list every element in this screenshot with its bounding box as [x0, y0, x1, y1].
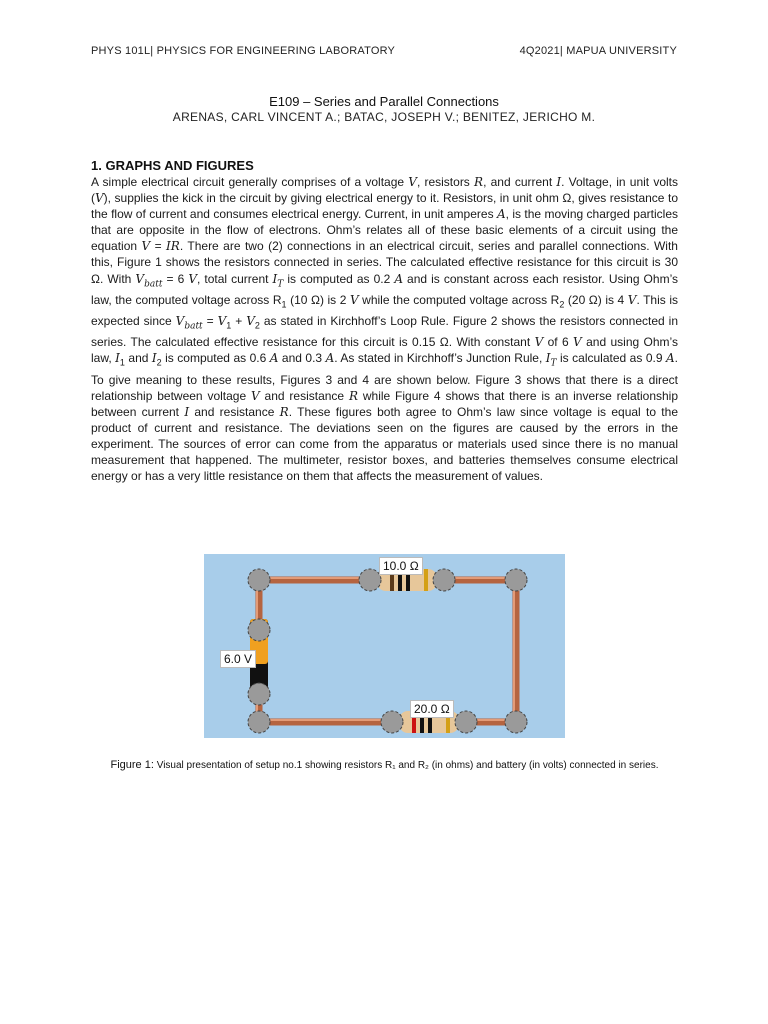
document-title: E109 – Series and Parallel Connections — [269, 94, 499, 109]
header-term: 4Q2021| MAPUA UNIVERSITY — [519, 45, 677, 57]
circuit-figure — [204, 554, 565, 738]
body-paragraph: A simple electrical circuit generally comprises of a voltage V, resistors R, and current I. Voltage, in unit volts (V), supplies the kick in the circuit by giving electrical energy to it. Resistors, in unit ohm Ω, gives resistance to the flow of current and consumes electrical energy. Current, in unit amperes A, is the moving charged particles that are opposite in the flow of electrons. Ohm’s relates all of these basic elements of a circuit using the equation V = IR. There are two (2) connections in an electrical circuit, series and parallel connections. With this, Figure 1 shows the resistors connected in series. The calculated effective resistance for this circuit is 30 Ω. With $V_{batt} = 6$ V, total current $I_T$ is computed as 0.2 A and is constant across each resistor. Using Ohm’s law, the computed voltage across $R_1$ (10 Ω) is 2 V while the computed voltage across $R_2$ (20 Ω) is 4 V. This is expected since $V_{batt} = V_1 + V_2$ as stated in Kirchhoff’s Loop Rule. Figure 2 shows the resistors connected in series. The calculated effective resistance for this circuit is 0.15 Ω. With constant V of 6 V and using Ohm’s law, $I_1$ and $I_2$ is computed as 0.6 A and 0.3 A. As stated in Kirchhoff’s Junction Rule, $I_T$ is calculated as 0.9 A. To give meaning to these results, Figures 3 and 4 are shown below. Figure 3 shows that there is a direct relationship between voltage V and resistance R while Figure 4 shows that there is an inverse relationship between current I and resistance R. These figures both agree to Ohm’s law since voltage is equal to the product of current and resistance. The deviations seen on the figures are caused by the errors in the experiment. The sources of error can come from the apparatus or materials used since there is no manual measurement that happened. The multimeter, resistor boxes, and batteries themselves consume electrical energy or has a very little resistance on them that affects the measurement of values. — [91, 175, 679, 484]
r2-label: 20.0 Ω — [410, 700, 454, 718]
figure-caption — [91, 758, 678, 773]
wire-group — [259, 580, 516, 722]
caption-lead: Figure 1: — [110, 759, 154, 771]
caption-text: Visual presentation of setup no.1 showing resistors R₁ and R₂ (in ohms) and battery (in volts) connected in series. — [156, 760, 659, 771]
header-course: PHYS 101L| PHYSICS FOR ENGINEERING LABORATORY — [91, 45, 396, 57]
section-heading: 1. GRAPHS AND FIGURES — [91, 158, 254, 173]
battery-label: 6.0 V — [220, 650, 256, 668]
document-authors: ARENAS, CARL VINCENT A.; BATAC, JOSEPH V.; BENITEZ, JERICHO M. — [172, 110, 596, 124]
circuit-diagram — [204, 554, 565, 738]
r1-label: 10.0 Ω — [379, 557, 423, 575]
junction-nodes — [248, 569, 527, 733]
